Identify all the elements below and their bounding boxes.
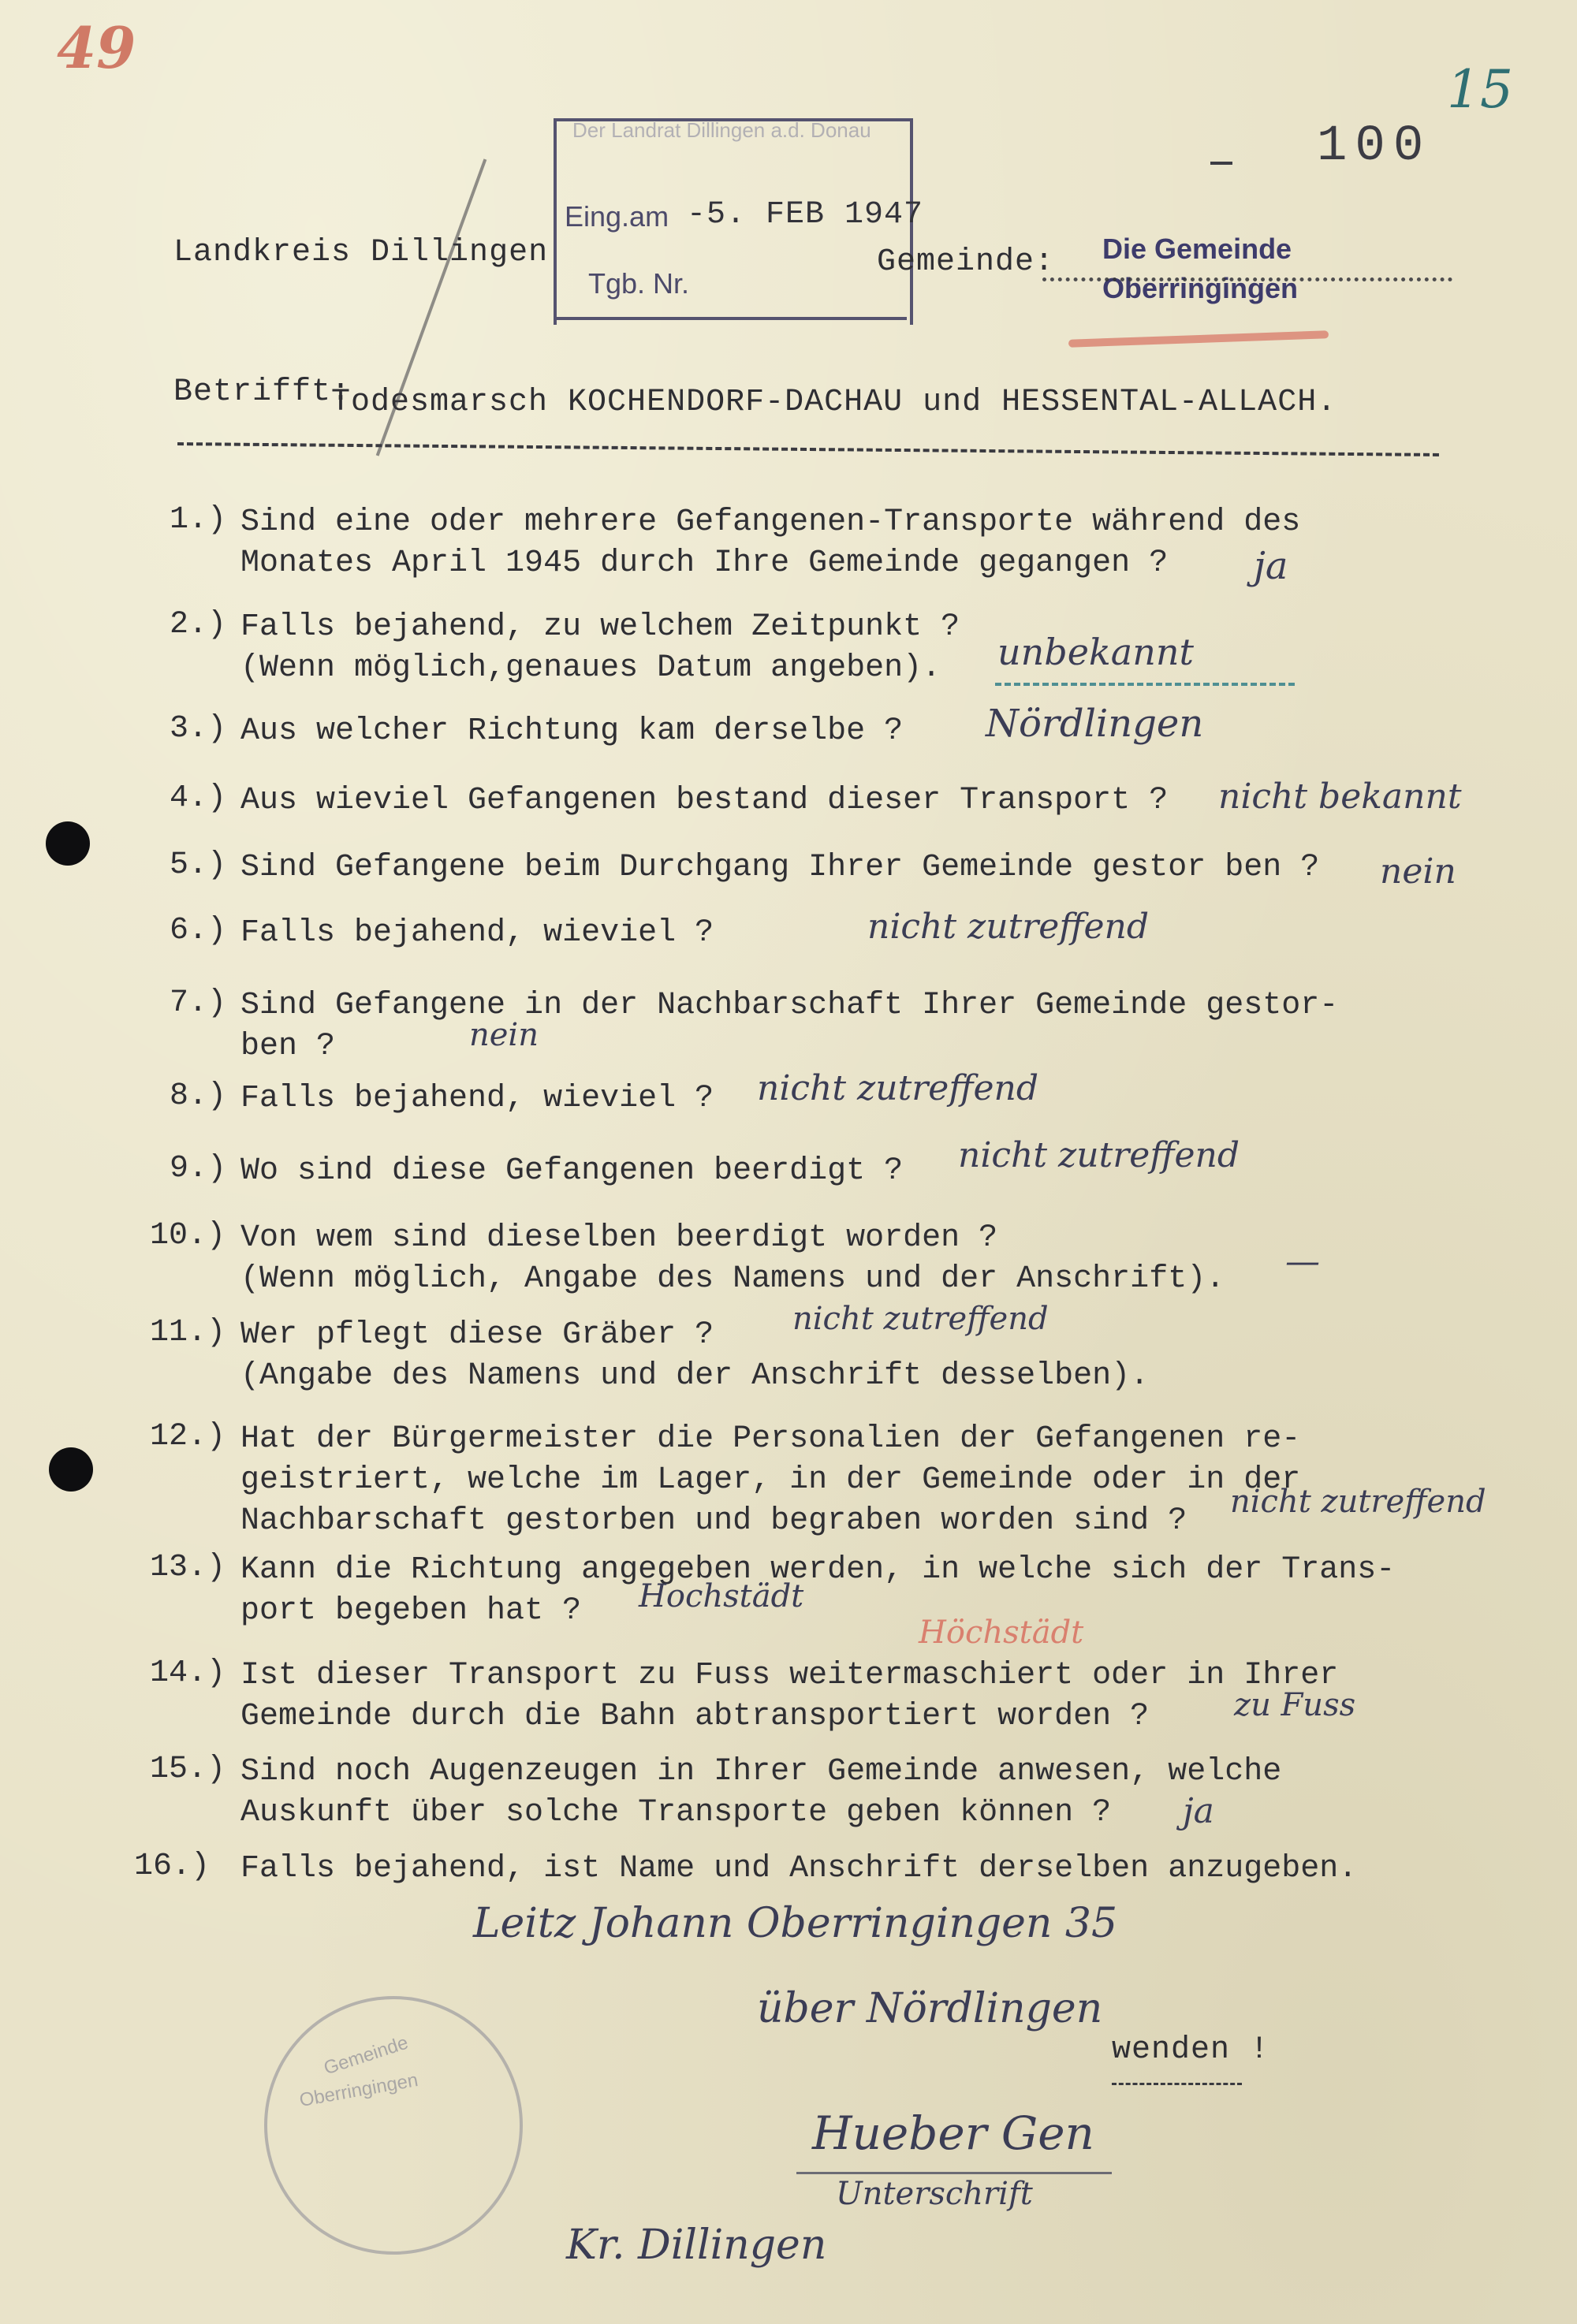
answer: nicht zutreffend xyxy=(792,1301,1049,1337)
receipt-stamp-base xyxy=(554,317,907,320)
subject-text: Todesmarsch KOCHENDORF-DACHAU und HESSENTAL-ALLACH. xyxy=(331,385,1337,420)
question-line: (Wenn möglich, Angabe des Namens und der Anschrift). xyxy=(240,1261,1225,1297)
question-number: 1.) xyxy=(170,502,227,538)
answer: nein xyxy=(469,1017,539,1053)
question-line: Wo sind diese Gefangenen beerdigt ? xyxy=(240,1153,904,1189)
answer: nicht zutreffend xyxy=(757,1068,1039,1108)
question-number: 9.) xyxy=(170,1151,227,1186)
question-number: 5.) xyxy=(170,847,227,883)
journal-label: Tgb. Nr. xyxy=(588,267,690,300)
question-text xyxy=(240,847,1319,888)
question-number: 7.) xyxy=(170,985,227,1021)
question-text xyxy=(240,1151,903,1192)
question-line: Gemeinde durch die Bahn abtransportiert worden ? xyxy=(240,1699,1150,1734)
question-line: Hat der Bürgermeister die Personalien der Gefangenen re- xyxy=(240,1421,1301,1457)
answer: — xyxy=(1285,1242,1320,1282)
question-line: Nachbarschaft gestorben und begraben worden sind ? xyxy=(240,1503,1187,1539)
question-text xyxy=(240,1078,714,1119)
question-text xyxy=(240,913,714,954)
subject-divider xyxy=(177,442,1439,456)
question-line: Monates April 1945 durch Ihre Gemeinde gegangen ? xyxy=(240,546,1169,581)
question-text xyxy=(240,711,903,752)
question-number: 2.) xyxy=(170,607,227,642)
question-number: 4.) xyxy=(170,780,227,816)
question-line: (Angabe des Namens und der Anschrift desselben). xyxy=(240,1358,1150,1394)
receipt-stamp xyxy=(554,118,924,325)
district-note: Kr. Dillingen xyxy=(566,2222,827,2269)
question-line: Falls bejahend, wieviel ? xyxy=(240,1081,714,1116)
punch-hole-lower xyxy=(49,1447,93,1492)
received-date: -5. FEB 1947 xyxy=(687,197,924,233)
question-number: 16.) xyxy=(134,1849,211,1884)
question-text xyxy=(240,607,960,689)
question-line: Auskunft über solche Transporte geben können ? xyxy=(240,1795,1112,1831)
stamp-number: 100 xyxy=(1317,118,1432,175)
question-line: port begeben hat ? xyxy=(240,1593,582,1629)
round-stamp-line1: Gemeinde xyxy=(321,2032,412,2080)
question-number: 8.) xyxy=(170,1078,227,1114)
question-text xyxy=(240,1218,1225,1300)
question-number: 10.) xyxy=(150,1218,226,1253)
municipality-stamp-line2: Oberringingen xyxy=(1102,272,1299,304)
receipt-stamp-top-text: Der Landrat Dillingen a.d. Donau xyxy=(572,118,871,142)
answer: nicht zutreffend xyxy=(958,1135,1240,1175)
turn-over-underline xyxy=(1112,2083,1242,2085)
question-number: 6.) xyxy=(170,913,227,948)
annotation: Höchstädt xyxy=(919,1615,1084,1651)
question-text xyxy=(240,502,1300,584)
witness-post-town: über Nördlingen xyxy=(757,1985,1103,2032)
question-line: Von wem sind dieselben beerdigt worden ? xyxy=(240,1220,998,1256)
turn-over-note: wenden ! xyxy=(1112,2032,1270,2068)
answer: nein xyxy=(1380,851,1456,892)
archive-number: 49 xyxy=(57,14,136,81)
question-line: Sind noch Augenzeugen in Ihrer Gemeinde anwesen, welche xyxy=(240,1754,1282,1790)
answer: zu Fuss xyxy=(1234,1687,1356,1723)
question-text xyxy=(240,780,1168,821)
question-line: Aus wieviel Gefangenen bestand dieser Transport ? xyxy=(240,783,1169,818)
municipality-label: Gemeinde: xyxy=(877,244,1055,280)
question-line: Sind Gefangene in der Nachbarschaft Ihrer Gemeinde gestor- xyxy=(240,988,1339,1023)
question-number: 11.) xyxy=(150,1315,226,1350)
subject-label: Betrifft: xyxy=(173,374,352,410)
question-text xyxy=(240,1419,1300,1542)
question-line: Sind Gefangene beim Durchgang Ihrer Gemeinde gestor ben ? xyxy=(240,850,1320,885)
municipality-dotted-line xyxy=(1042,277,1452,281)
question-line: Kann die Richtung angegeben werden, in welche sich der Trans- xyxy=(240,1552,1396,1588)
answer: nicht zutreffend xyxy=(1230,1484,1486,1520)
answer: ja xyxy=(1254,544,1288,588)
question-text xyxy=(240,985,1338,1067)
received-label: Eing.am xyxy=(565,200,669,233)
answer: Hochstädt xyxy=(639,1578,804,1615)
question-line: Wer pflegt diese Gräber ? xyxy=(240,1317,714,1353)
answer: ja xyxy=(1183,1791,1214,1831)
answer-underline xyxy=(995,683,1295,686)
municipality-stamp-line1: Die Gemeinde xyxy=(1102,233,1292,265)
signature-line xyxy=(796,2172,1112,2174)
signature-label: Unterschrift xyxy=(836,2176,1033,2212)
question-line: Ist dieser Transport zu Fuss weitermaschiert oder in Ihrer xyxy=(240,1658,1339,1693)
question-line: Falls bejahend, zu welchem Zeitpunkt ? xyxy=(240,609,960,645)
answer: nicht bekannt xyxy=(1218,777,1462,817)
round-stamp-line2: Oberringingen xyxy=(297,2069,420,2112)
question-line: Falls bejahend, wieviel ? xyxy=(240,915,714,951)
question-line: Aus welcher Richtung kam derselbe ? xyxy=(240,713,904,749)
question-line: ben ? xyxy=(240,1029,336,1064)
district-heading: Landkreis Dillingen xyxy=(173,235,549,270)
answer: Nördlingen xyxy=(986,702,1204,746)
question-line: Sind eine oder mehrere Gefangenen-Transporte während des xyxy=(240,505,1301,540)
question-text xyxy=(240,1849,1357,1890)
question-number: 12.) xyxy=(150,1419,226,1454)
question-line: Falls bejahend, ist Name und Anschrift derselben anzugeben. xyxy=(240,1851,1358,1886)
question-number: 14.) xyxy=(150,1655,226,1691)
round-stamp xyxy=(264,1996,523,2255)
question-number: 15.) xyxy=(150,1752,226,1787)
question-text xyxy=(240,1752,1281,1834)
question-line: geistriert, welche im Lager, in der Gemeinde oder in der xyxy=(240,1462,1301,1498)
dash-mark xyxy=(1210,162,1232,165)
question-line: (Wenn möglich,genaues Datum angeben). xyxy=(240,650,941,686)
folio-number: 15 xyxy=(1447,59,1513,120)
answer: unbekannt xyxy=(997,631,1194,673)
answer: nicht zutreffend xyxy=(867,907,1150,947)
question-text xyxy=(240,1550,1395,1632)
question-number: 3.) xyxy=(170,711,227,747)
punch-hole-upper xyxy=(46,821,90,866)
mayor-signature: Hueber Gen xyxy=(812,2106,1094,2160)
witness-name-address: Leitz Johann Oberringingen 35 xyxy=(473,1900,1118,1947)
red-underline xyxy=(1068,330,1329,348)
question-text xyxy=(240,1655,1338,1737)
question-number: 13.) xyxy=(150,1550,226,1585)
